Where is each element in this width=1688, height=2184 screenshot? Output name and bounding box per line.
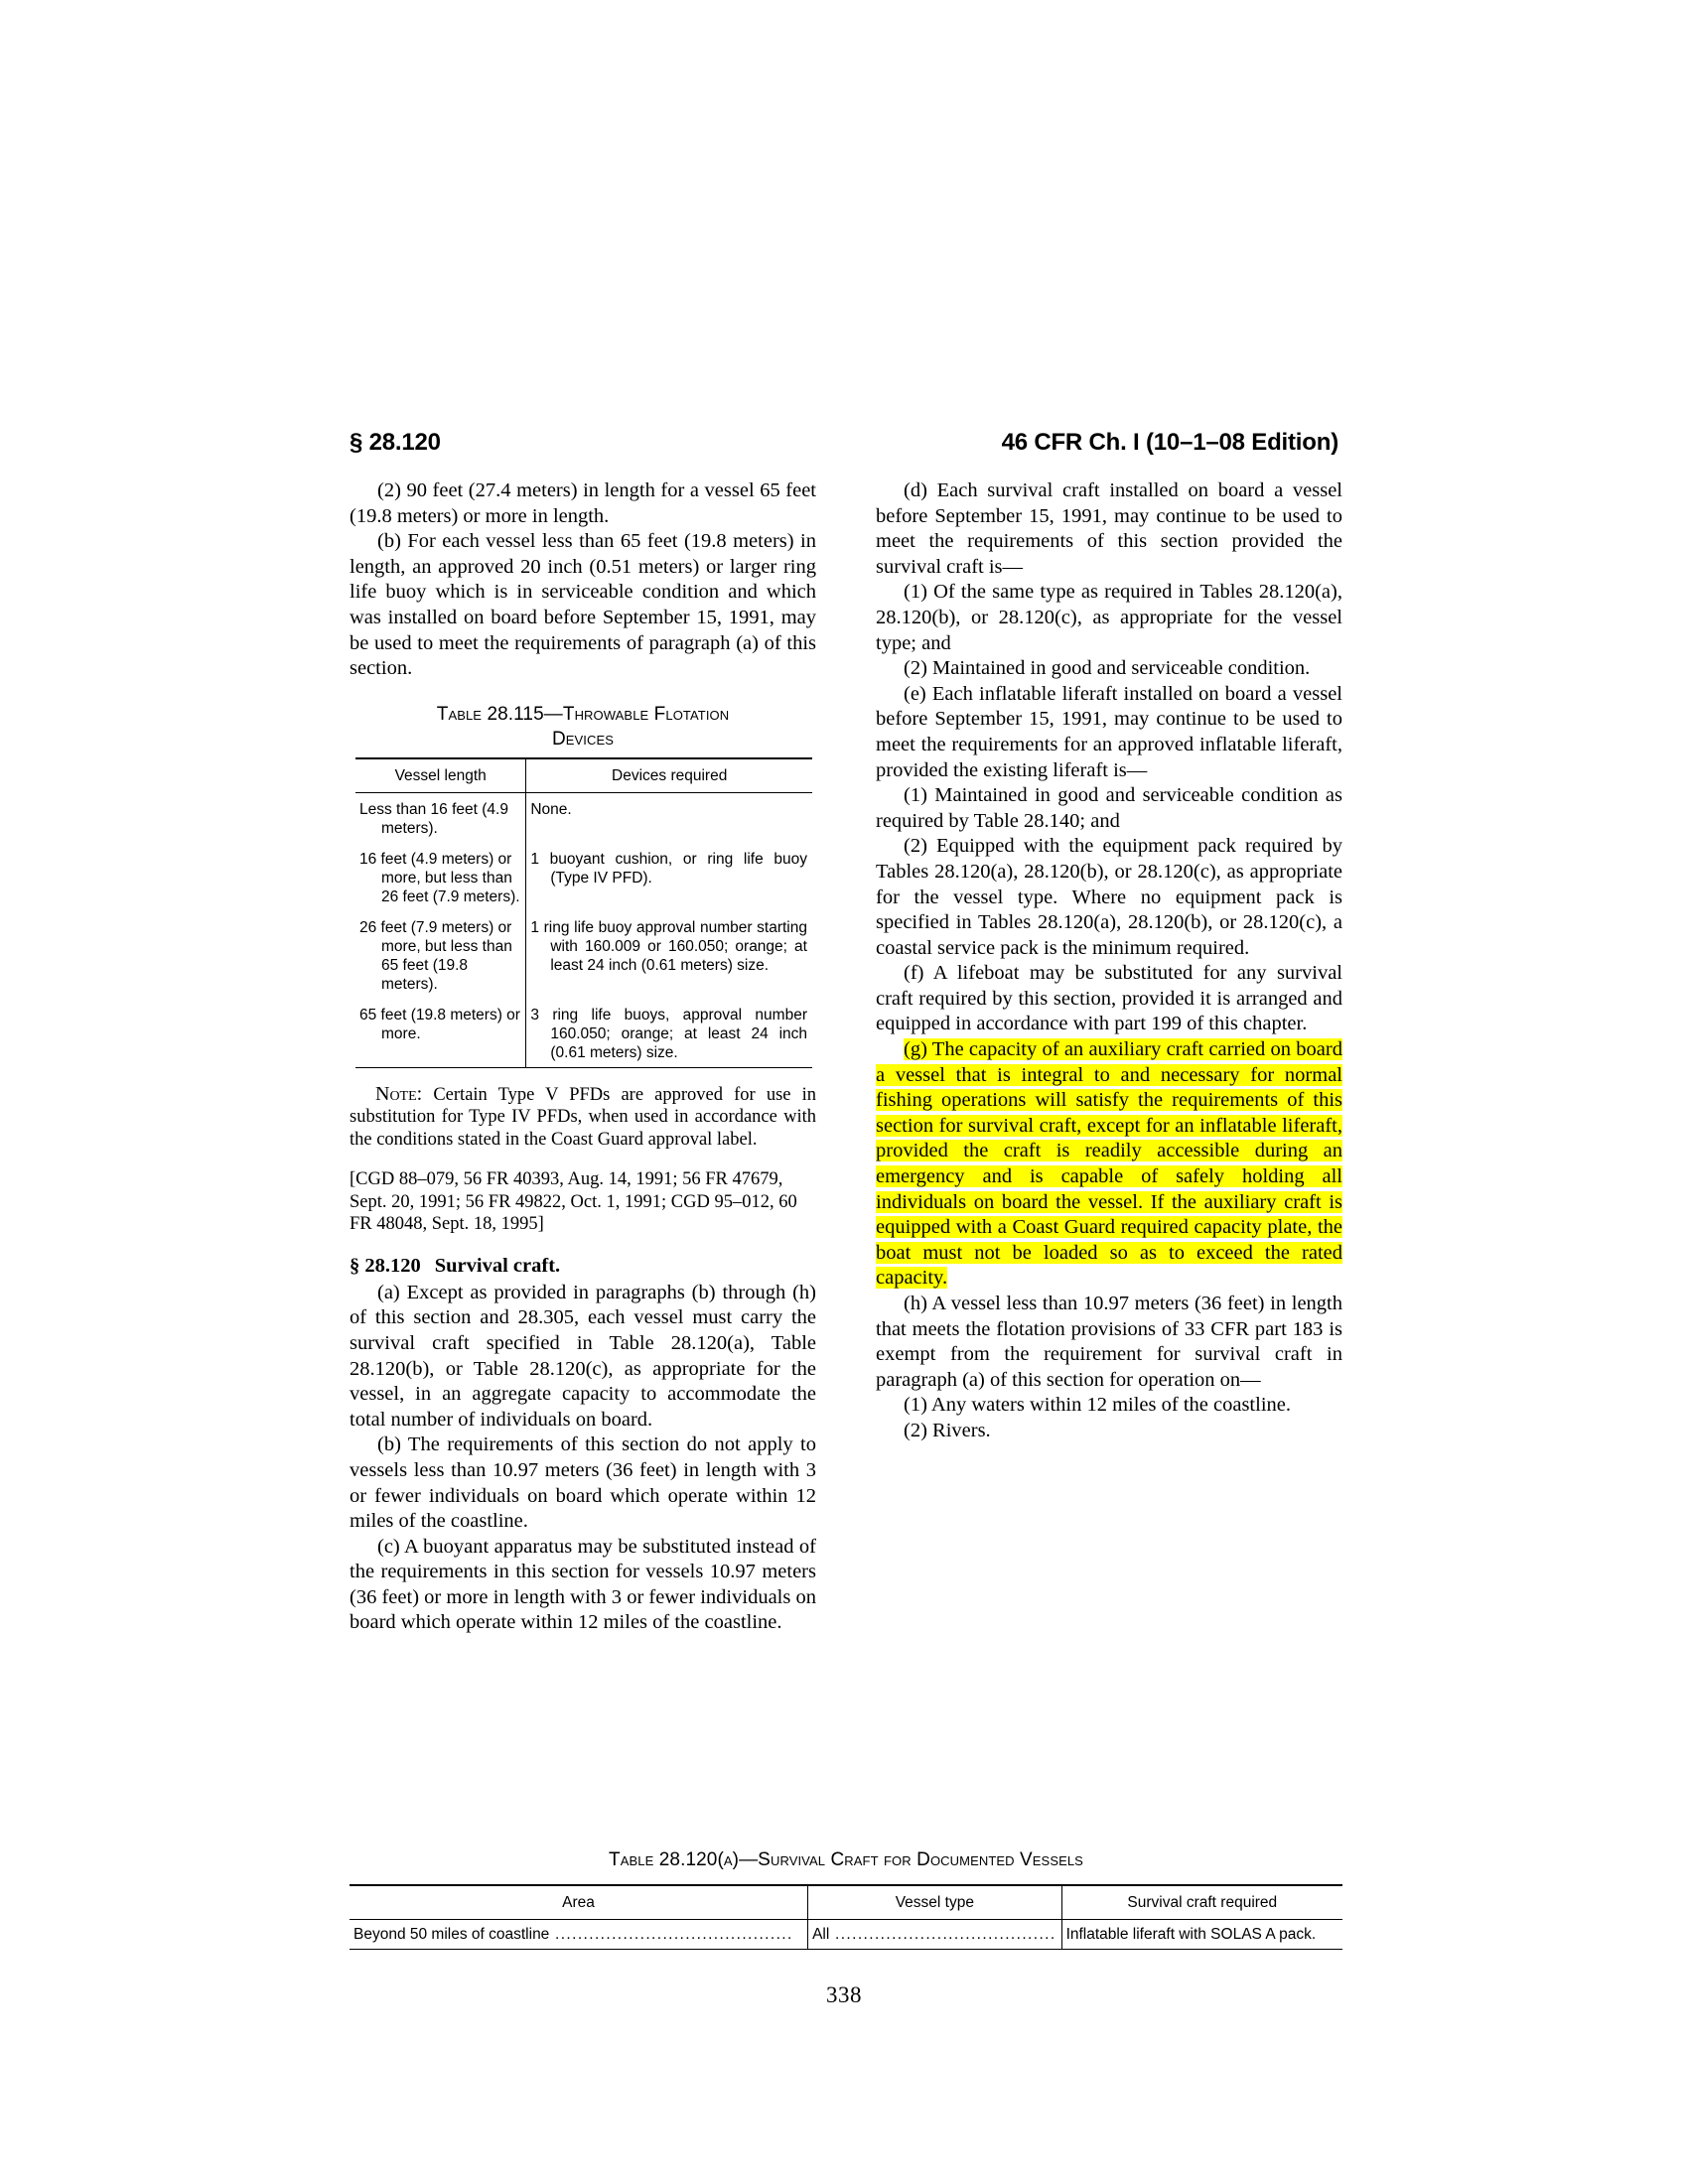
note-block <box>350 1083 816 1152</box>
column-header-area: Area <box>350 1885 808 1920</box>
cell-devices-required: 1 buoyant cushion, or ring life buoy (Type IV PFD). <box>530 850 807 887</box>
paragraph-b: (b) For each vessel less than 65 feet (19.8 meters) in length, an approved 20 inch (0.51 meters) or larger ring life buoy which is in serviceable condition and which was installed on board before September 15, 1991, may be used to meet the requirements of paragraph (a) of this section. <box>350 530 816 680</box>
paragraph-d2: (2) Maintained in good and serviceable condition. <box>904 657 1311 680</box>
paragraph-c: (c) A buoyant apparatus may be substituted instead of the requirements in this section for vessels 10.97 meters (36 feet) or more in length with 3 or fewer individuals on board which operate within 12 miles of the coastline. <box>350 1535 816 1634</box>
cell-area-leaders: .......................................... <box>549 1926 793 1943</box>
paragraph-b2: (b) The requirements of this section do not apply to vessels less than 10.97 meters (36 feet) in length with 3 or fewer individuals on board which operate within 12 miles of the coastline. <box>350 1433 816 1533</box>
running-head-edition: 46 CFR Ch. I (10–1–08 Edition) <box>1001 429 1338 456</box>
paragraph-f: (f) A lifeboat may be substituted for any survival craft required by this section, provided it is arranged and equipped in accordance with part 199 of this chapter. <box>876 962 1342 1035</box>
table-row <box>355 999 812 1068</box>
cell-devices-required: 3 ring life buoys, approval number 160.050; orange; at least 24 inch (0.61 meters) size. <box>530 1006 807 1061</box>
section-heading-number: § 28.120 <box>350 1254 421 1277</box>
right-column <box>876 478 1342 1444</box>
yellow-highlight: (g) The capacity of an auxiliary craft carried on board a vessel that is integral to and necessary for normal fishing operations will satisfy the requirements of this section for survival craft, except for an inflatable liferaft, provided the craft is readily accessible during an emergency and is capable of safely holding all individuals on board the vessel. If the auxiliary craft is equipped with a Coast Guard required capacity plate, the boat must not be loaded so as to exceed the rated capacity. <box>876 1038 1342 1290</box>
table-header-row <box>350 1885 1342 1920</box>
cell-vessel-length: Less than 16 feet (4.9 meters). <box>359 800 508 837</box>
table-row <box>355 911 812 999</box>
paragraph-e: (e) Each inflatable liferaft installed on board a vessel before September 15, 1991, may continue to be used to meet the requirements for an approved inflatable liferaft, provided the existing liferaft is— <box>876 682 1342 781</box>
paragraph-d: (d) Each survival craft installed on board a vessel before September 15, 1991, may continue to be used to meet the requirements of this section provided the survival craft is— <box>876 479 1342 578</box>
cell-vessel-length: 26 feet (7.9 meters) or more, but less than 65 feet (19.8 meters). <box>359 918 512 993</box>
column-header-survival-craft-required: Survival craft required <box>1061 1885 1342 1920</box>
column-header-vessel-length: Vessel length <box>355 758 526 793</box>
table-row <box>355 843 812 911</box>
note-label: Note: <box>375 1082 423 1105</box>
column-header-vessel-type: Vessel type <box>808 1885 1062 1920</box>
table-28-115-grid <box>355 757 812 1068</box>
paragraph-a: (a) Except as provided in paragraphs (b) through (h) of this section and 28.305, each vessel must carry the survival craft specified in Table 28.120(a), Table 28.120(b), or Table 28.120(c), as appropriate for the vessel, in an aggregate capacity to accommodate the total number of individuals on board. <box>350 1281 816 1431</box>
cell-survival-craft: Inflatable liferaft with SOLAS A pack. <box>1065 1926 1317 1943</box>
table-28-120a <box>350 1847 1342 1950</box>
left-column <box>350 478 816 1636</box>
cell-area: Beyond 50 miles of coastline <box>353 1926 550 1943</box>
section-heading-title: Survival craft. <box>434 1254 561 1277</box>
table-28-115-caption <box>350 702 816 751</box>
running-head-section: § 28.120 <box>350 429 441 456</box>
table-28-115-caption-line2: Devices <box>551 728 615 750</box>
cell-vessel-type-leaders: ....................................... <box>829 1926 1056 1943</box>
paragraph-e2: (2) Equipped with the equipment pack required by Tables 28.120(a), 28.120(b), or 28.120(c), as appropriate for the vessel type. Where no equipment pack is specified in Tables 28.120(a), 28.120(b), or 28.120(c), a coastal service pack is the minimum required. <box>876 835 1342 959</box>
table-header-row <box>355 758 812 793</box>
table-28-120a-caption: Table 28.120(a)—Survival Craft for Documented Vessels <box>609 1849 1083 1870</box>
paragraph-h: (h) A vessel less than 10.97 meters (36 feet) in length that meets the flotation provisions of 33 CFR part 183 is exempt from the requirement for survival craft in paragraph (a) of this section for operation on— <box>876 1293 1342 1391</box>
section-heading <box>350 1253 816 1279</box>
source-citation: [CGD 88–079, 56 FR 40393, Aug. 14, 1991; 56 FR 47679, Sept. 20, 1991; 56 FR 49822, Oct. 1, 1991; CGD 95–012, 60 FR 48048, Sept. 18, 1995] <box>350 1169 797 1235</box>
paragraph-h1: (1) Any waters within 12 miles of the coastline. <box>904 1394 1291 1417</box>
paragraph-d1: (1) Of the same type as required in Tables 28.120(a), 28.120(b), or 28.120(c), as appropriate for the vessel type; and <box>876 581 1342 654</box>
cell-vessel-type: All <box>812 1926 830 1943</box>
cell-devices-required: 1 ring life buoy approval number starting with 160.009 or 160.050; orange; at least 24 inch (0.61 meters) size. <box>530 918 807 974</box>
paragraph-h2: (2) Rivers. <box>904 1419 991 1441</box>
table-28-120a-grid <box>350 1884 1342 1950</box>
cell-vessel-length: 16 feet (4.9 meters) or more, but less than 26 feet (7.9 meters). <box>359 850 520 905</box>
table-28-115-caption-line1: Table 28.115—Throwable Flotation <box>436 703 730 725</box>
cell-devices-required: None. <box>530 800 572 818</box>
running-head <box>350 429 1338 457</box>
paragraph-g-highlighted <box>876 1037 1342 1292</box>
paragraph-e1: (1) Maintained in good and serviceable condition as required by Table 28.140; and <box>876 784 1342 832</box>
paragraph-a2: (2) 90 feet (27.4 meters) in length for a vessel 65 feet (19.8 meters) or more in length. <box>350 479 816 527</box>
page-number: 338 <box>826 1982 862 2007</box>
column-header-devices-required: Devices required <box>526 758 812 793</box>
table-row <box>350 1920 1342 1950</box>
table-row <box>355 792 812 843</box>
note-text: Certain Type V PFDs are approved for use in substitution for Type IV PFDs, when used in accordance with the conditions stated in the Coast Guard approval label. <box>350 1084 816 1150</box>
table-28-115 <box>350 702 816 1068</box>
cell-vessel-length: 65 feet (19.8 meters) or more. <box>359 1006 520 1042</box>
